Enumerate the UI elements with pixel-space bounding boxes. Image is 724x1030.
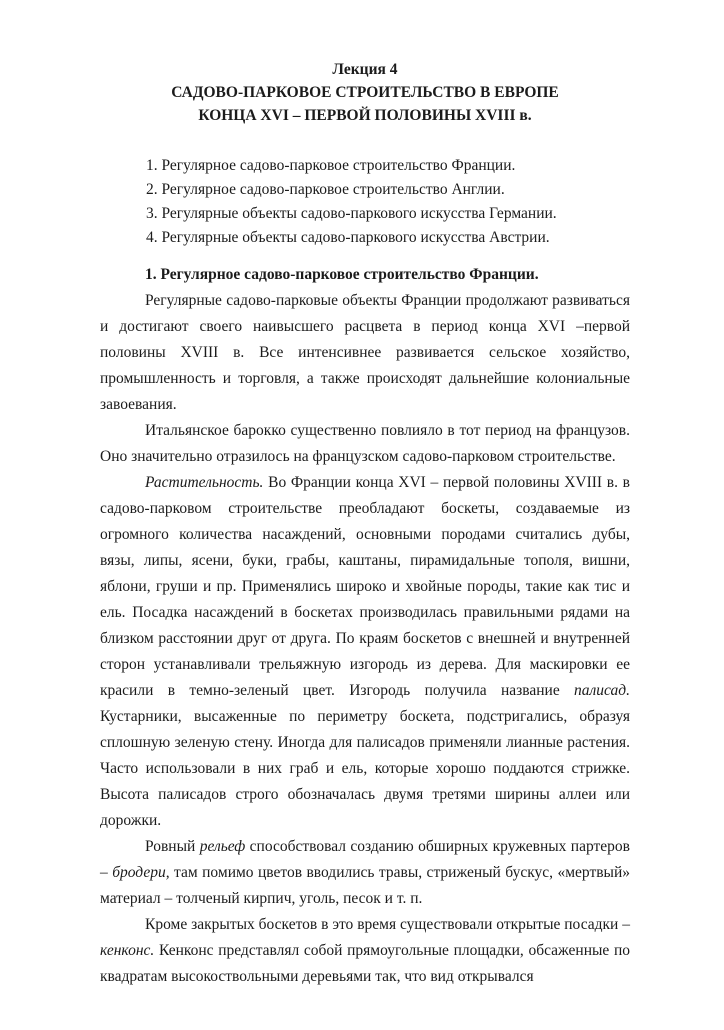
- document-header: [100, 58, 630, 127]
- lecture-number: Лекция 4: [332, 61, 398, 78]
- lecture-title-line-1: САДОВО-ПАРКОВОЕ СТРОИТЕЛЬСТВО В ЕВРОПЕ: [171, 84, 559, 101]
- paragraph-quincunx: Кроме закрытых боскетов в это время существовали открытые посадки – кенконс. Кенконс представлял собой прямоугольные площадки, обсаженные по квадратам высокоствольными деревьями так, что вид открывался: [100, 916, 630, 985]
- outline-item-2: 2. Регулярное садово-парковое строительство Англии.: [146, 181, 505, 198]
- paragraph-regular-construction: Регулярные садово-парковые объекты Франции продолжают развиваться и достигают своего наивысшего расцвета в период конца XVI –первой половины XVIII в. Все интенсивнее развивается сельское хозяйство, промышленность и торговля, а также происходят дальнейшие колониальные завоевания.: [100, 292, 630, 413]
- paragraph-vegetation: Растительность. Во Франции конца XVI – первой половины XVIII в. в садово-парковом строительстве преобладают боскеты, создаваемые из огромного количества насаждений, основными породами считались дубы, вязы, липы, ясени, буки, грабы, каштаны, пирамидальные тополя, вишни, яблони, груши и пр. Применялись широко и хвойные породы, такие как тис и ель. Посадка насаждений в боскетах производилась правильными рядами на близком расстоянии друг от друга. По краям боскетов с внешней и внутренней сторон устанавливали трельяжную изгородь из дерева. Для маскировки ее красили в темно-зеленый цвет. Изгородь получила название палисад. Кустарники, высаженные по периметру боскета, подстригались, образуя сплошную зеленую стену. Иногда для палисадов применяли лианные растения. Часто использовали в них граб и ель, которые хорошо поддаются стрижке. Высота палисадов строго обозначалась двумя третями ширины аллеи или дорожки.: [100, 474, 630, 829]
- outline-item-4: 4. Регулярные объекты садово-паркового искусства Австрии.: [146, 229, 550, 246]
- lecture-outline: [146, 154, 630, 250]
- paragraph-italian-baroque: Итальянское барокко существенно повлияло в тот период на французов. Оно значительно отразилось на французском садово-парковом строительстве.: [100, 422, 630, 465]
- paragraph-relief: Ровный рельеф способствовал созданию обширных кружевных партеров – бродери, там помимо цветов вводились травы, стриженый бускус, «мертвый» материал – толченый кирпич, уголь, песок и т. п.: [100, 838, 630, 907]
- section-heading: 1. Регулярное садово-парковое строительство Франции.: [145, 266, 539, 283]
- outline-item-1: 1. Регулярное садово-парковое строительство Франции.: [146, 157, 516, 174]
- lecture-title-line-2: КОНЦА XVI – ПЕРВОЙ ПОЛОВИНЫ XVIII в.: [198, 107, 532, 124]
- outline-item-3: 3. Регулярные объекты садово-паркового искусства Германии.: [146, 205, 557, 222]
